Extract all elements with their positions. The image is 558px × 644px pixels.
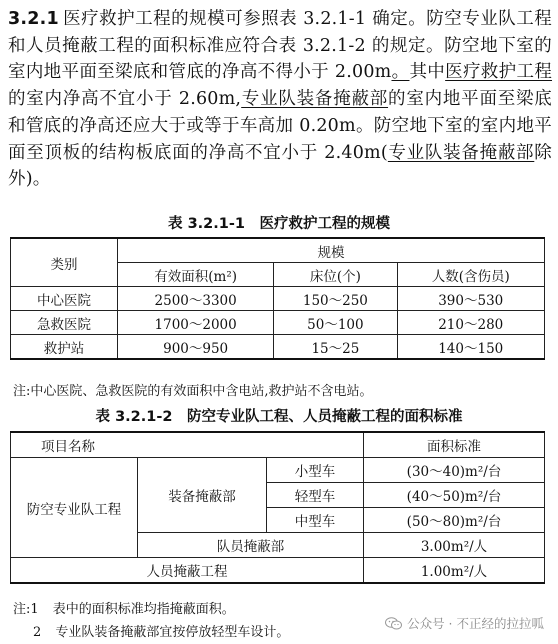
cell-name: 中心医院 bbox=[11, 287, 118, 311]
cell-area: 900～950 bbox=[118, 335, 274, 360]
group-name: 防空专业队工程 bbox=[11, 458, 138, 558]
table2-caption: 表 3.2.1-2 防空专业队工程、人员掩蔽工程的面积标准 bbox=[95, 409, 463, 425]
table1-caption: 表 3.2.1-1 医疗救护工程的规模 bbox=[168, 216, 390, 232]
header-people: 人数(含伤员) bbox=[397, 263, 545, 287]
cell-people: 140～150 bbox=[397, 335, 545, 360]
staff-standard: 3.00m²/人 bbox=[364, 533, 545, 558]
clause-number: 3.2.1 bbox=[8, 9, 59, 29]
header-standard: 面积标准 bbox=[364, 432, 545, 458]
personnel-shelter: 人员掩蔽工程 bbox=[11, 558, 364, 584]
header-area: 有效面积(m²) bbox=[118, 263, 274, 287]
note-label: 2 bbox=[33, 625, 42, 640]
sub-equipment: 装备掩蔽部 bbox=[138, 458, 267, 533]
table2-note-1 bbox=[13, 598, 235, 617]
table-row bbox=[11, 311, 545, 335]
paragraph-text: 除外)。 bbox=[8, 142, 552, 190]
cell-beds: 150～250 bbox=[274, 287, 397, 311]
table-row bbox=[11, 287, 545, 311]
note-text: 表中的面积标准均指掩蔽面积。 bbox=[52, 602, 235, 617]
cell-people: 390～530 bbox=[397, 287, 545, 311]
vehicle-type: 小型车 bbox=[267, 458, 364, 483]
underlined-term-medical: 医疗救护工程 bbox=[445, 62, 553, 83]
cell-people: 210～280 bbox=[397, 311, 545, 335]
paragraph-text: 其中 bbox=[409, 62, 446, 83]
wechat-icon bbox=[385, 617, 402, 630]
note-label: 注:1 bbox=[13, 602, 39, 617]
paragraph-text: 的室内净高不宜小于 2.60m, bbox=[8, 89, 242, 110]
table-row bbox=[11, 335, 545, 360]
vehicle-standard: (40～50)m²/台 bbox=[364, 483, 545, 508]
watermark bbox=[385, 614, 544, 632]
paragraph-sentence-1: 医疗救护工程的规模可参照表 3.2.1-1 确定。防空专业队工程和人员掩蔽工程的面积标准应符合表 3.2.1-2 的规定。防空地下室的室内地平面至梁底和管底的净高不得小于 2.00m bbox=[8, 9, 552, 83]
underlined-period: 。 bbox=[391, 62, 410, 83]
watermark-text: 公众号 · 不正经的拉拉呱 bbox=[407, 616, 544, 631]
paragraph-text: 的室内地平面至梁底和管底的净高还应大于或等于车高加 0.20m。防空地下室的室内地平面至顶板的结构板底面的净高不宜小于 2.40m( bbox=[8, 89, 552, 163]
header-scale: 规模 bbox=[118, 238, 545, 263]
cell-name: 急救医院 bbox=[11, 311, 118, 335]
underlined-term-equipment-shelter: 专业队装备掩蔽部 bbox=[387, 142, 535, 163]
table-area-standard bbox=[10, 431, 545, 584]
table-medical-scale bbox=[10, 237, 545, 360]
cell-area: 1700～2000 bbox=[118, 311, 274, 335]
vehicle-type: 中型车 bbox=[267, 508, 364, 533]
clause-paragraph bbox=[8, 6, 552, 193]
vehicle-type: 轻型车 bbox=[267, 483, 364, 508]
header-beds: 床位(个) bbox=[274, 263, 397, 287]
personnel-standard: 1.00m²/人 bbox=[364, 558, 545, 584]
sub-staff: 队员掩蔽部 bbox=[138, 533, 364, 558]
vehicle-standard: (30～40)m²/台 bbox=[364, 458, 545, 483]
cell-beds: 15～25 bbox=[274, 335, 397, 360]
cell-name: 救护站 bbox=[11, 335, 118, 360]
table1-note: 注:中心医院、急救医院的有效面积中含电站,救护站不含电站。 bbox=[13, 384, 373, 399]
underlined-term-equipment-shelter: 专业队装备掩蔽部 bbox=[241, 89, 389, 110]
header-category: 类别 bbox=[11, 238, 118, 287]
header-item: 项目名称 bbox=[11, 432, 364, 458]
vehicle-standard: (50～80)m²/台 bbox=[364, 508, 545, 533]
table2-note-2 bbox=[33, 621, 289, 640]
note-text: 专业队装备掩蔽部宜按停放轻型车设计。 bbox=[55, 625, 290, 640]
cell-area: 2500～3300 bbox=[118, 287, 274, 311]
cell-beds: 50～100 bbox=[274, 311, 397, 335]
